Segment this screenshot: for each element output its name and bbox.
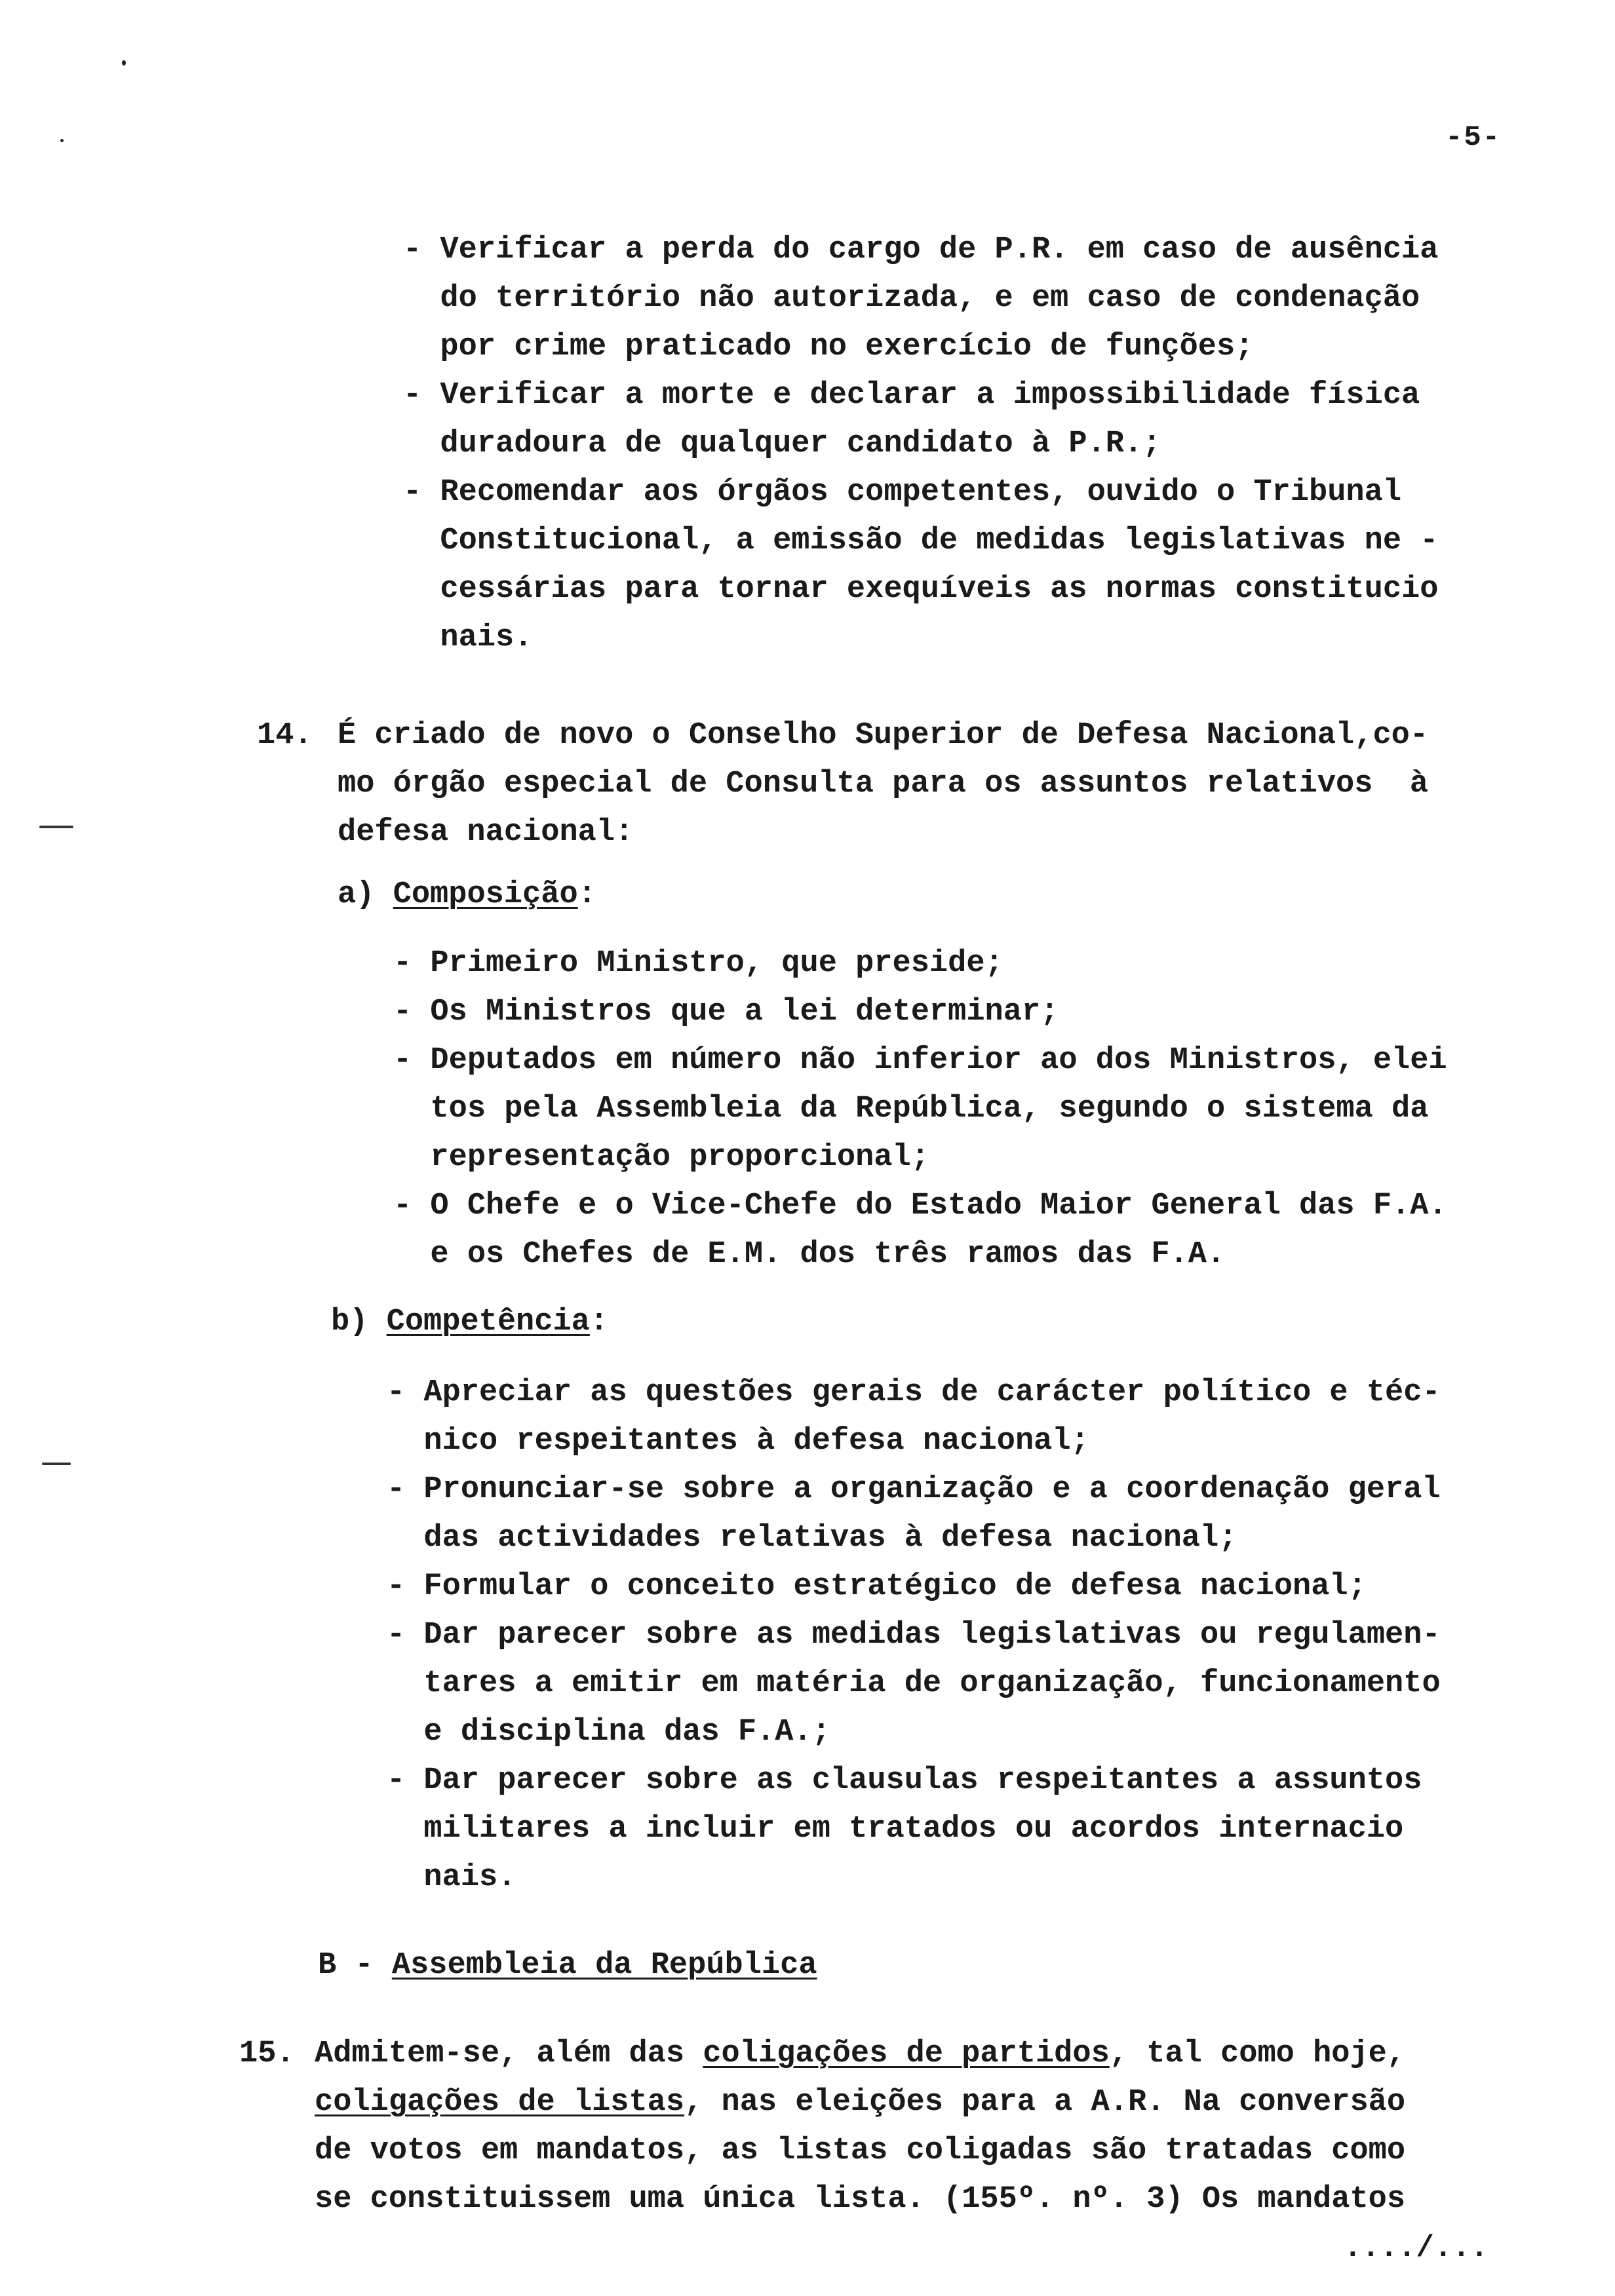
text-line: - O Chefe e o Vice-Chefe do Estado Maior General das F.A.: [393, 1189, 1447, 1223]
text-line: de votos em mandatos, as listas coligadas são tratadas como: [315, 2133, 1406, 2168]
text-line: [315, 2035, 1405, 2074]
subheading-prefix: a): [338, 877, 393, 912]
text-line: mo órgão especial de Consulta para os assuntos relativos à: [338, 767, 1429, 801]
text-line: nais.: [403, 621, 533, 655]
text-line: nico respeitantes à defesa nacional;: [387, 1424, 1089, 1459]
item-number: 14.: [257, 718, 313, 753]
text-line: nais.: [387, 1860, 516, 1895]
text-line: se constituissem uma única lista. (155º. nº. 3) Os mandatos: [315, 2182, 1406, 2217]
text-line: Constitucional, a emissão de medidas legislativas ne -: [403, 524, 1439, 558]
text-line: É criado de novo o Conselho Superior de Defesa Nacional,co-: [338, 718, 1429, 753]
subheading-prefix: b): [331, 1305, 387, 1339]
underlined-term: coligações de partidos: [703, 2037, 1110, 2071]
text-line: defesa nacional:: [338, 815, 634, 850]
subheading-label: Competência: [386, 1305, 590, 1339]
item-number: 15.: [239, 2037, 295, 2071]
text-line: - Formular o conceito estratégico de defesa nacional;: [387, 1569, 1367, 1604]
subheading-composicao: [338, 875, 596, 915]
text-line: e os Chefes de E.M. dos três ramos das F.A.: [393, 1237, 1226, 1272]
text-line: das actividades relativas à defesa nacional;: [387, 1521, 1237, 1556]
text-line: por crime praticado no exercício de funções;: [403, 330, 1254, 364]
text-line: - Apreciar as questões gerais de carácter político e téc-: [387, 1375, 1441, 1410]
text-line: - Verificar a perda do cargo de P.R. em caso de ausência: [403, 233, 1439, 267]
text-line: - Os Ministros que a lei determinar;: [393, 995, 1059, 1029]
text-line: - Deputados em número não inferior ao dos Ministros, elei: [393, 1043, 1447, 1078]
margin-mark: [42, 1463, 71, 1465]
text-line: - Primeiro Ministro, que preside;: [393, 946, 1003, 981]
section-heading: [318, 1946, 817, 1985]
text-line: - Dar parecer sobre as clausulas respeitantes a assuntos: [387, 1763, 1422, 1798]
text-line: - Dar parecer sobre as medidas legislativas ou regulamen-: [387, 1618, 1441, 1653]
text-line: duradoura de qualquer candidato à P.R.;: [403, 427, 1161, 461]
text-line: cessárias para tornar exequíveis as normas constitucio: [403, 572, 1439, 607]
section-prefix: B -: [318, 1948, 392, 1983]
section-title: Assembleia da República: [391, 1948, 817, 1983]
text-line: - Pronunciar-se sobre a organização e a coordenação geral: [387, 1472, 1441, 1507]
continuation-mark: ..../...: [1344, 2231, 1489, 2265]
text-run: Admitem-se, além das: [315, 2037, 703, 2071]
subheading-competencia: [331, 1303, 608, 1342]
text-run: , nas eleições para a A.R. Na conversão: [684, 2085, 1406, 2120]
text-run: , tal como hoje,: [1109, 2037, 1406, 2071]
text-line: tares a emitir em matéria de organização, funcionamento: [387, 1666, 1441, 1701]
subheading-suffix: :: [577, 877, 596, 912]
scan-speck: [60, 139, 64, 142]
underlined-term: coligações de listas: [315, 2085, 685, 2120]
text-line: do território não autorizada, e em caso de condenação: [403, 281, 1420, 316]
text-line: - Verificar a morte e declarar a impossibilidade física: [403, 378, 1420, 413]
text-line: militares a incluir em tratados ou acordos internacio: [387, 1812, 1404, 1846]
text-line: - Recomendar aos órgãos competentes, ouvido o Tribunal: [403, 475, 1402, 510]
subheading-suffix: :: [589, 1305, 609, 1339]
text-line: representação proporcional;: [393, 1140, 929, 1175]
text-line: e disciplina das F.A.;: [387, 1715, 830, 1750]
margin-mark: [39, 826, 73, 828]
page-number: -5-: [1445, 121, 1502, 154]
text-line: tos pela Assembleia da República, segundo o sistema da: [393, 1092, 1429, 1126]
text-line: [315, 2083, 1405, 2122]
scan-speck: [122, 60, 126, 66]
subheading-label: Composição: [393, 877, 578, 912]
